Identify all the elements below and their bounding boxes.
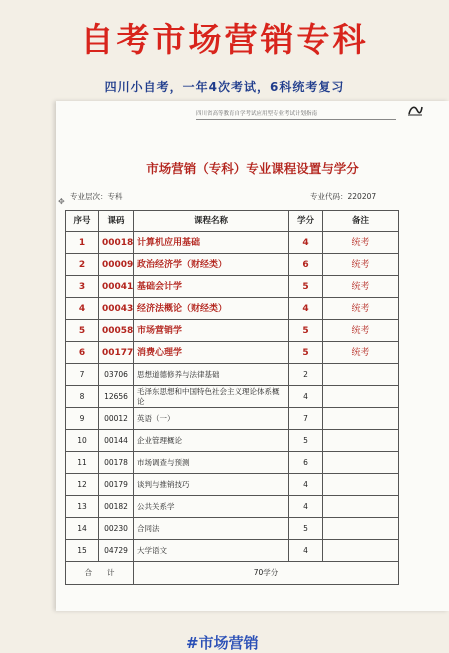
- course-note: 统考: [323, 342, 399, 364]
- course-note: [323, 430, 399, 452]
- header-name: 课程名称: [134, 211, 289, 232]
- course-credit: 4: [289, 232, 323, 254]
- course-table: [65, 210, 399, 585]
- course-row: [66, 474, 399, 496]
- course-no: 5: [66, 320, 99, 342]
- course-code: 00018: [99, 232, 134, 254]
- course-row: [66, 518, 399, 540]
- major-level-label: 专业层次：专科: [70, 192, 123, 201]
- course-row: [66, 254, 399, 276]
- course-no: 12: [66, 474, 99, 496]
- header-code: 课码: [99, 211, 134, 232]
- course-code: 04729: [99, 540, 134, 562]
- course-credit: 7: [289, 408, 323, 430]
- course-code: 00230: [99, 518, 134, 540]
- course-note: 统考: [323, 320, 399, 342]
- table-move-handle-icon[interactable]: ✥: [58, 197, 65, 206]
- course-name: 市场营销学: [134, 320, 289, 342]
- course-note: 统考: [323, 298, 399, 320]
- course-no: 9: [66, 408, 99, 430]
- course-name: 基础会计学: [134, 276, 289, 298]
- course-row: [66, 320, 399, 342]
- course-no: 4: [66, 298, 99, 320]
- course-row: [66, 496, 399, 518]
- course-no: 3: [66, 276, 99, 298]
- course-row: [66, 342, 399, 364]
- course-code: 00177: [99, 342, 134, 364]
- course-no: 11: [66, 452, 99, 474]
- header-note: 备注: [323, 211, 399, 232]
- course-no: 1: [66, 232, 99, 254]
- course-name: 公共关系学: [134, 496, 289, 518]
- course-row: [66, 540, 399, 562]
- course-row: [66, 298, 399, 320]
- total-label: 合 计: [66, 562, 134, 585]
- course-credit: 4: [289, 474, 323, 496]
- course-name: 企业管理概论: [134, 430, 289, 452]
- major-code-label: 专业代码：220207: [310, 192, 377, 201]
- publisher-logo-icon: [406, 104, 424, 118]
- course-row: [66, 430, 399, 452]
- course-credit: 5: [289, 276, 323, 298]
- course-code: 00012: [99, 408, 134, 430]
- course-code: 00041: [99, 276, 134, 298]
- course-name: 大学语文: [134, 540, 289, 562]
- course-name: 英语（一）: [134, 408, 289, 430]
- course-note: [323, 364, 399, 386]
- hashtag-overlay: #市场营销: [186, 634, 259, 652]
- header-credit: 学分: [289, 211, 323, 232]
- course-credit: 2: [289, 364, 323, 386]
- course-name: 消费心理学: [134, 342, 289, 364]
- course-credit: 5: [289, 320, 323, 342]
- course-no: 2: [66, 254, 99, 276]
- course-name: 合同法: [134, 518, 289, 540]
- course-credit: 4: [289, 540, 323, 562]
- total-value: 70学分: [134, 562, 399, 585]
- course-row: [66, 232, 399, 254]
- course-credit: 6: [289, 254, 323, 276]
- course-credit: 4: [289, 496, 323, 518]
- course-credit: 5: [289, 430, 323, 452]
- course-credit: 4: [289, 386, 323, 408]
- course-note: [323, 496, 399, 518]
- course-row: [66, 408, 399, 430]
- course-code: 12656: [99, 386, 134, 408]
- course-note: [323, 518, 399, 540]
- course-no: 7: [66, 364, 99, 386]
- course-note: 统考: [323, 254, 399, 276]
- course-code: 00178: [99, 452, 134, 474]
- course-code: 00179: [99, 474, 134, 496]
- document-title: 市场营销（专科）专业课程设置与学分: [146, 161, 359, 176]
- total-row: [66, 562, 399, 585]
- header-no: 序号: [66, 211, 99, 232]
- banner-subtitle: 四川小自考，一年4次考试，6科统考复习: [104, 80, 345, 94]
- table-header-row: [66, 211, 399, 232]
- course-name: 经济法概论（财经类）: [134, 298, 289, 320]
- course-name: 政治经济学（财经类）: [134, 254, 289, 276]
- course-code: 00144: [99, 430, 134, 452]
- course-code: 00182: [99, 496, 134, 518]
- course-note: [323, 540, 399, 562]
- course-row: [66, 276, 399, 298]
- course-credit: 6: [289, 452, 323, 474]
- course-name: 谈判与推销技巧: [134, 474, 289, 496]
- course-note: [323, 474, 399, 496]
- course-no: 10: [66, 430, 99, 452]
- course-no: 15: [66, 540, 99, 562]
- course-row: [66, 452, 399, 474]
- course-no: 14: [66, 518, 99, 540]
- course-note: 统考: [323, 276, 399, 298]
- document-page: [56, 101, 449, 652]
- course-code: 03706: [99, 364, 134, 386]
- course-name: 市场调查与预测: [134, 452, 289, 474]
- course-no: 13: [66, 496, 99, 518]
- course-note: [323, 452, 399, 474]
- course-row: [66, 386, 399, 408]
- document-running-header: 四川省高等教育自学考试应用型专业考试计划指南: [196, 109, 396, 120]
- course-name: 毛泽东思想和中国特色社会主义理论体系概论: [134, 386, 289, 408]
- course-code: 00009: [99, 254, 134, 276]
- course-credit: 5: [289, 518, 323, 540]
- course-note: [323, 408, 399, 430]
- course-code: 00058: [99, 320, 134, 342]
- course-code: 00043: [99, 298, 134, 320]
- course-note: 统考: [323, 232, 399, 254]
- course-credit: 5: [289, 342, 323, 364]
- banner-title: 自考市场营销专科: [80, 20, 369, 59]
- course-credit: 4: [289, 298, 323, 320]
- course-name: 思想道德修养与法律基础: [134, 364, 289, 386]
- course-no: 6: [66, 342, 99, 364]
- course-note: [323, 386, 399, 408]
- course-no: 8: [66, 386, 99, 408]
- course-name: 计算机应用基础: [134, 232, 289, 254]
- course-row: [66, 364, 399, 386]
